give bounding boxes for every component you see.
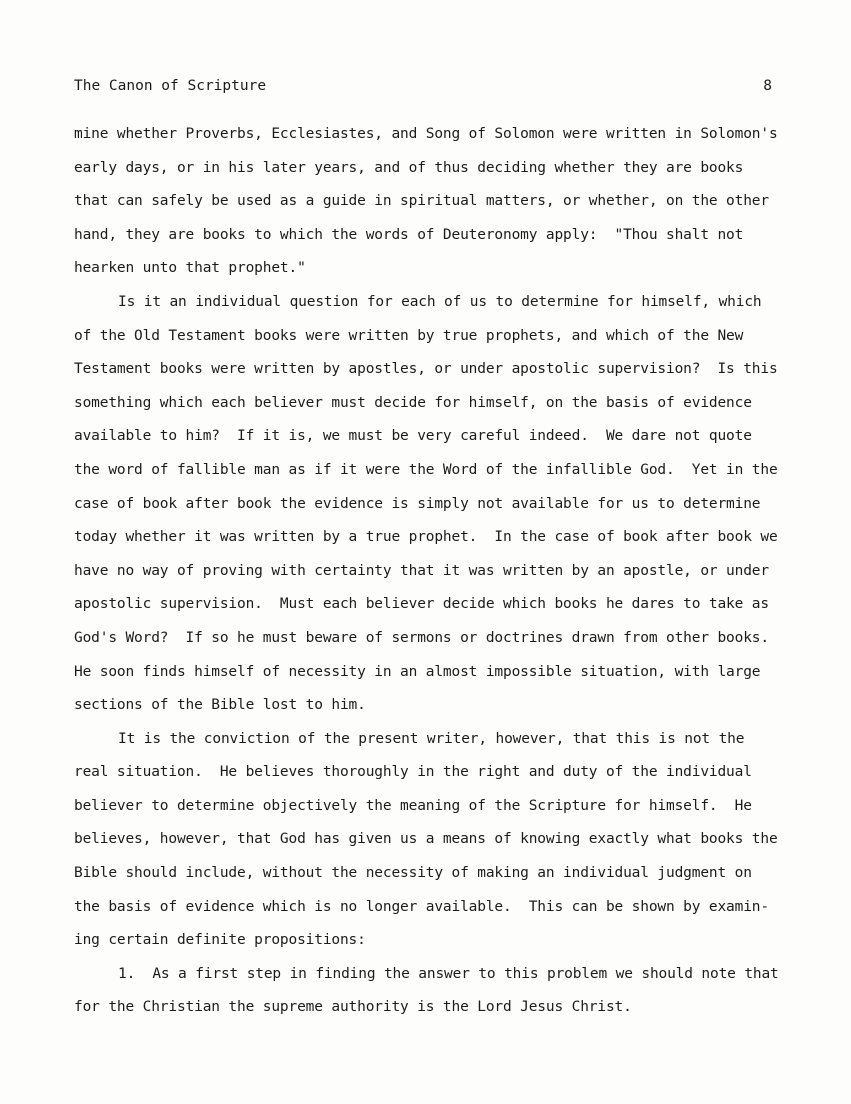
text-line: case of book after book the evidence is simply not available for us to determine xyxy=(74,495,761,512)
text-line: Is it an individual question for each of us to determine for himself, which xyxy=(118,293,762,310)
text-line: It is the conviction of the present writer, however, that this is not the xyxy=(118,730,745,747)
text-line: sections of the Bible lost to him. xyxy=(74,697,366,714)
text-line: He soon finds himself of necessity in an almost impossible situation, with large xyxy=(74,663,761,680)
text-line: believer to determine objectively the meaning of the Scripture for himself. He xyxy=(74,797,752,814)
text-line: early days, or in his later years, and of thus deciding whether they are books xyxy=(74,159,744,176)
text-line: the basis of evidence which is no longer available. This can be shown by examin- xyxy=(74,898,769,915)
text-line: today whether it was written by a true prophet. In the case of book after book we xyxy=(74,529,778,546)
running-title: The Canon of Scripture xyxy=(74,78,267,94)
text-line: ing certain definite propositions: xyxy=(74,932,366,949)
page-header xyxy=(74,74,772,98)
text-line: believes, however, that God has given us a means of knowing exactly what books the xyxy=(74,831,778,848)
text-line: available to him? If it is, we must be very careful indeed. We dare not quote xyxy=(74,428,752,445)
text-line: Testament books were written by apostles, or under apostolic supervision? Is this xyxy=(74,361,778,378)
text-line: something which each believer must decide for himself, on the basis of evidence xyxy=(74,394,752,411)
text-line: hand, they are books to which the words of Deuteronomy apply: "Thou shalt not xyxy=(74,226,744,243)
text-line: mine whether Proverbs, Ecclesiastes, and Song of Solomon were written in Solomon's xyxy=(74,126,778,142)
text-line: have no way of proving with certainty that it was written by an apostle, or under xyxy=(74,562,769,579)
text-line: for the Christian the supreme authority is the Lord Jesus Christ. xyxy=(74,999,632,1016)
text-line: of the Old Testament books were written by true prophets, and which of the New xyxy=(74,327,744,344)
text-line: 1. As a first step in finding the answer to this problem we should note that xyxy=(118,965,779,982)
text-line: that can safely be used as a guide in spiritual matters, or whether, on the other xyxy=(74,193,769,210)
text-line: real situation. He believes thoroughly in the right and duty of the individual xyxy=(74,764,752,781)
text-line: apostolic supervision. Must each believer decide which books he dares to take as xyxy=(74,596,769,613)
text-line: Bible should include, without the necessity of making an individual judgment on xyxy=(74,865,752,882)
text-line: hearken unto that prophet." xyxy=(74,260,306,277)
text-line: the word of fallible man as if it were the Word of the infallible God. Yet in the xyxy=(74,461,778,478)
body-text xyxy=(74,118,779,1025)
page-number: 8 xyxy=(763,78,772,94)
text-line: God's Word? If so he must beware of sermons or doctrines drawn from other books. xyxy=(74,629,769,646)
